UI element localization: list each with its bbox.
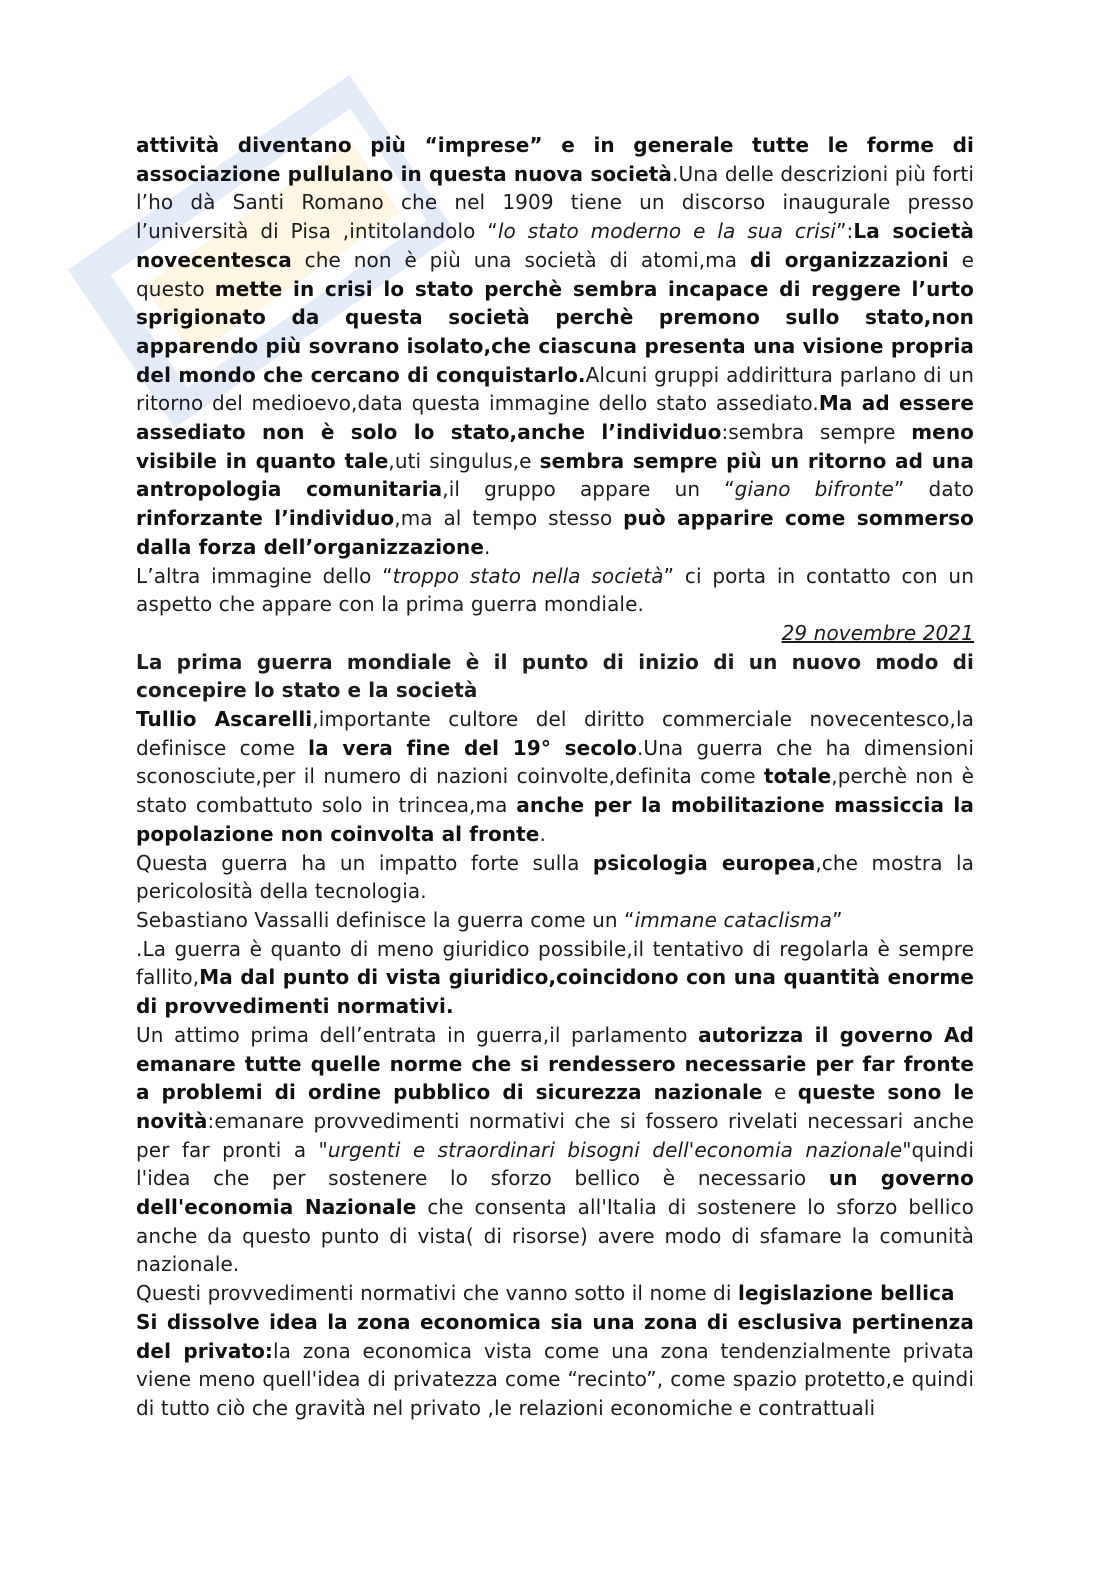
bold-text: mette in crisi lo stato perchè sembra incapace di reggere l’urto sprigionato da questa società perchè premono sullo stato,non apparendo più sovrano isolato,che ciascuna presenta una visione propria del mondo che cercano di conquistarlo. xyxy=(136,276,974,387)
bold-text: rinforzante l’individuo xyxy=(136,506,395,531)
paragraph-parlamento xyxy=(136,1021,974,1279)
bold-text: sembra sempre più un ritorno ad una antropologia comunitaria xyxy=(136,448,974,502)
bold-text: Ma dal punto di vista giuridico,coincidono con una quantità enorme di provvedimenti normativi. xyxy=(136,965,974,1019)
text: . xyxy=(484,534,491,559)
paragraph-zona-economica xyxy=(136,1308,974,1423)
italic-text: urgenti e straordinari bisogni dell'economia nazionale xyxy=(327,1137,903,1162)
text: .Una delle descrizioni più forti l’ho dà Santi Romano che nel 1909 tiene un discorso inaugurale presso l’università di Pisa ,intitolandolo “ xyxy=(136,161,974,244)
text: L’altra immagine dello “ xyxy=(136,563,393,588)
italic-text: giano bifronte xyxy=(734,477,895,502)
text: ” xyxy=(832,907,843,932)
bold-text: può apparire come sommerso dalla forza dell’organizzazione xyxy=(136,506,975,559)
text: Questa guerra ha un impatto forte sulla xyxy=(136,850,593,875)
text: Un attimo prima dell’entrata in guerra,il parlamento xyxy=(136,1022,699,1047)
text: ,perchè non è stato combattuto solo in trincea,ma xyxy=(136,764,974,818)
bold-text: totale xyxy=(763,764,832,789)
bold-text: di organizzazioni xyxy=(749,247,949,272)
text: ,che mostra la pericolosità della tecnologia. xyxy=(136,850,974,904)
text: la zona economica vista come una zona tendenzialmente privata viene meno quell'idea di privatezza come “recinto”, come spazio protetto,e quindi di tutto ciò che gravità nel privato ,le relazioni economiche e contrattuali xyxy=(136,1338,974,1420)
text: e xyxy=(762,1080,798,1105)
text: Alcuni gruppi addirittura parlano di un ritorno del medioevo,data questa immagine dello stato assediato. xyxy=(136,362,974,416)
text: che non è più una società di atomi,ma xyxy=(291,247,750,272)
paragraph-vassalli xyxy=(136,906,974,935)
paragraph-societa-organizzazioni xyxy=(136,131,974,562)
text: :emanare provvedimenti normativi che si fossero rivelati necessari anche per far pronti a " xyxy=(136,1108,974,1162)
bold-text: Tullio Ascarelli xyxy=(136,707,313,732)
bold-text: un governo dell'economia Nazionale xyxy=(136,1166,974,1220)
section-heading: La prima guerra mondiale è il punto di inizio di un nuovo modo di concepire lo stato e la società xyxy=(136,649,974,703)
bold-text: autorizza il governo Ad emanare tutte quelle norme che si rendessero necessarie per far fronte a problemi di ordine pubblico di sicurezza nazionale xyxy=(136,1022,974,1105)
bold-text: Si dissolve idea la zona economica sia una zona di esclusiva pertinenza del privato: xyxy=(136,1309,974,1363)
text: .Una guerra che ha dimensioni sconosciute,per il numero di nazioni coinvolte,definita come xyxy=(136,735,974,789)
text: Questi provvedimenti normativi che vanno sotto il nome di xyxy=(136,1281,738,1306)
bold-text: attività diventano più “imprese” e in generale tutte le forme di associazione pullulano in questa nuova società xyxy=(136,133,974,186)
text: "quindi l'idea che per sostenere lo sforzo bellico è necessario xyxy=(136,1137,974,1191)
text: e questo xyxy=(136,247,975,301)
paragraph-legislazione-bellica xyxy=(136,1279,974,1308)
bold-text: La società novecentesca xyxy=(136,219,974,272)
bold-text: meno visibile in quanto tale xyxy=(136,420,975,473)
text: ,il gruppo appare un “ xyxy=(442,477,735,502)
text: ” dato xyxy=(894,477,974,502)
text: ”: xyxy=(836,219,854,244)
text: ,uti singulus,e xyxy=(388,448,540,473)
paragraph-psicologia xyxy=(136,849,974,906)
text: .La guerra è quanto di meno giuridico possibile,il tentativo di regolarla è sempre fallito, xyxy=(136,936,974,990)
text: ” ci porta in contatto con un aspetto che appare con la prima guerra mondiale. xyxy=(136,563,974,617)
italic-text: lo stato moderno e la sua crisi xyxy=(497,219,837,244)
text: :sembra sempre xyxy=(721,420,912,445)
bold-text: Ma ad essere assediato non è solo lo stato,anche l’individuo xyxy=(136,391,974,445)
italic-text: troppo stato nella società xyxy=(392,563,664,588)
bold-text: anche per la mobilitazione massiccia la popolazione non coinvolta al fronte xyxy=(136,793,974,846)
bold-text: legislazione bellica xyxy=(737,1281,955,1306)
text: ,ma al tempo stesso xyxy=(394,506,624,531)
text: . xyxy=(539,821,546,846)
text: Sebastiano Vassalli definisce la guerra come un “ xyxy=(136,907,635,932)
bold-text: psicologia europea xyxy=(592,850,816,875)
paragraph-provvedimenti xyxy=(136,935,974,1021)
text: ,importante cultore del diritto commerciale novecentesco,la definisce come xyxy=(136,707,974,760)
italic-text: immane cataclisma xyxy=(634,907,833,932)
paragraph-ascarelli xyxy=(136,705,974,849)
bold-text: queste sono le novità xyxy=(136,1080,974,1133)
bold-text: la vera fine del 19° secolo xyxy=(308,735,637,760)
paragraph-troppo-stato xyxy=(136,562,974,619)
document-body xyxy=(136,131,974,1423)
lecture-date: 29 novembre 2021 xyxy=(781,620,974,645)
text: che consenta all'Italia di sostenere lo sforzo bellico anche da questo punto di vista( di risorse) avere modo di sfamare la comunità nazionale. xyxy=(136,1195,974,1277)
